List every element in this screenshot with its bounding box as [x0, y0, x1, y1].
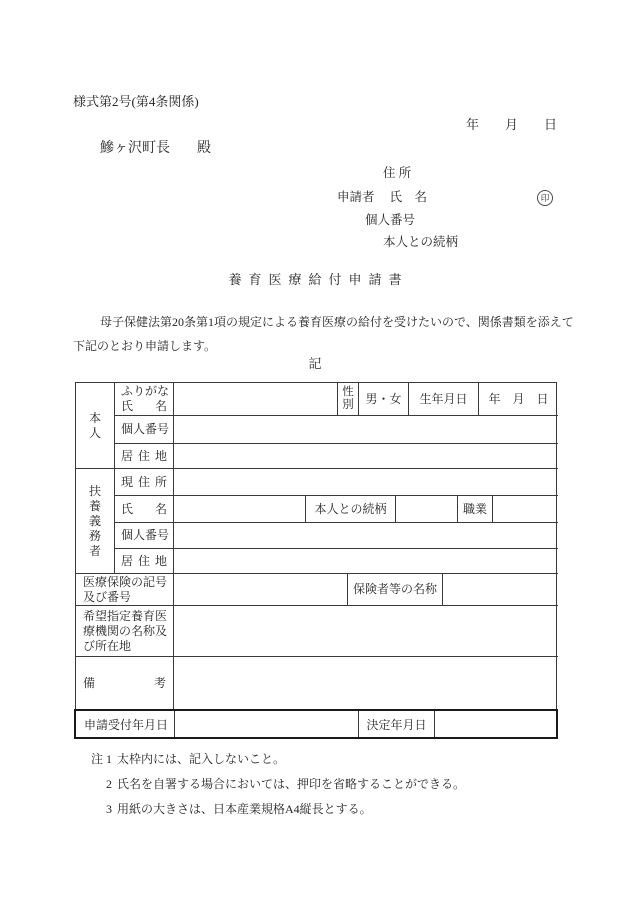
dependent-residence-field	[174, 549, 558, 574]
dependent-current-address-field	[174, 469, 558, 496]
person-birthdate-field: 年 月 日	[479, 383, 558, 416]
note-2-number: 2	[106, 777, 112, 791]
person-birthdate-label: 生年月日	[409, 383, 479, 416]
note-2	[88, 777, 465, 792]
person-personal-number-field	[174, 416, 558, 444]
dependent-personal-number-label: 個人番号	[115, 523, 174, 549]
note-1-number: 注 1	[90, 752, 112, 766]
document-title: 養育医療給付申請書	[228, 272, 409, 287]
dependent-name-field	[174, 496, 306, 523]
office-use-row	[74, 709, 558, 739]
applicant-label: 申請者	[337, 190, 375, 204]
application-table	[75, 382, 557, 738]
facility-label: 希望指定養育医療機関の名称及び所在地	[76, 606, 174, 657]
dependent-occupation-field	[493, 496, 558, 523]
addressee: 鰺ヶ沢町長	[100, 141, 170, 156]
dependent-personal-number-field	[174, 523, 558, 549]
honorific: 殿	[197, 141, 211, 156]
insurer-name-field	[443, 574, 558, 606]
person-name-field	[174, 383, 338, 416]
dependent-occupation-label: 職業	[458, 496, 493, 523]
facility-field	[174, 606, 558, 657]
body-line-2: 下記のとおり申請します。	[73, 339, 217, 353]
dependent-current-address-label: 現住所	[115, 469, 174, 496]
person-sex-options: 男・女	[359, 383, 409, 416]
remarks-label: 備考	[76, 657, 174, 711]
applicant-relationship-label: 本人との続柄	[383, 235, 459, 249]
person-residence-field	[174, 444, 558, 469]
received-date-label: 申請受付年月日	[76, 711, 175, 737]
form-number: 様式第2号(第4条関係)	[73, 94, 199, 109]
note-3-number: 3	[106, 802, 112, 816]
person-sex-label: 性別	[338, 383, 359, 416]
received-date-field	[175, 711, 359, 737]
date-line: 年 月 日	[466, 117, 558, 132]
note-1	[88, 752, 285, 767]
note-1-text: 太枠内には、記入しないこと。	[117, 752, 286, 766]
person-furigana-name-label: ふりがな 氏名	[115, 383, 174, 416]
insurance-label: 医療保険の記号及び番号	[76, 574, 174, 606]
person-residence-label: 居住地	[115, 444, 174, 469]
body-line-1: 母子保健法第20条第1項の規定による養育医療の給付を受けたいので、関係書類を添えて	[100, 315, 574, 329]
dependent-relationship-label: 本人との続柄	[306, 496, 396, 523]
dependent-name-label: 氏名	[115, 496, 174, 523]
decision-date-field	[435, 711, 556, 737]
person-personal-number-label: 個人番号	[115, 416, 174, 444]
applicant-address-label: 住 所	[383, 166, 412, 180]
seal-mark-icon: 印	[537, 190, 553, 206]
applicant-name-line	[337, 190, 427, 205]
insurance-number-field	[174, 574, 348, 606]
note-3	[88, 802, 372, 817]
record-heading: 記	[308, 356, 322, 371]
note-3-text: 用紙の大きさは、日本産業規格A4縦長とする。	[117, 802, 372, 816]
note-2-text: 氏名を自署する場合においては、押印を省略することができる。	[117, 777, 466, 791]
applicant-personal-number-label: 個人番号	[365, 213, 416, 227]
remarks-field	[174, 657, 558, 711]
dependent-group-cell: 扶養義務者	[76, 469, 115, 574]
applicant-name-label: 氏 名	[389, 190, 428, 204]
addressee-line	[100, 141, 211, 156]
dependent-relationship-field	[396, 496, 458, 523]
dependent-residence-label: 居住地	[115, 549, 174, 574]
decision-date-label: 決定年月日	[359, 711, 435, 737]
person-group-cell: 本人	[76, 383, 115, 469]
insurer-name-label: 保険者等の名称	[348, 574, 443, 606]
